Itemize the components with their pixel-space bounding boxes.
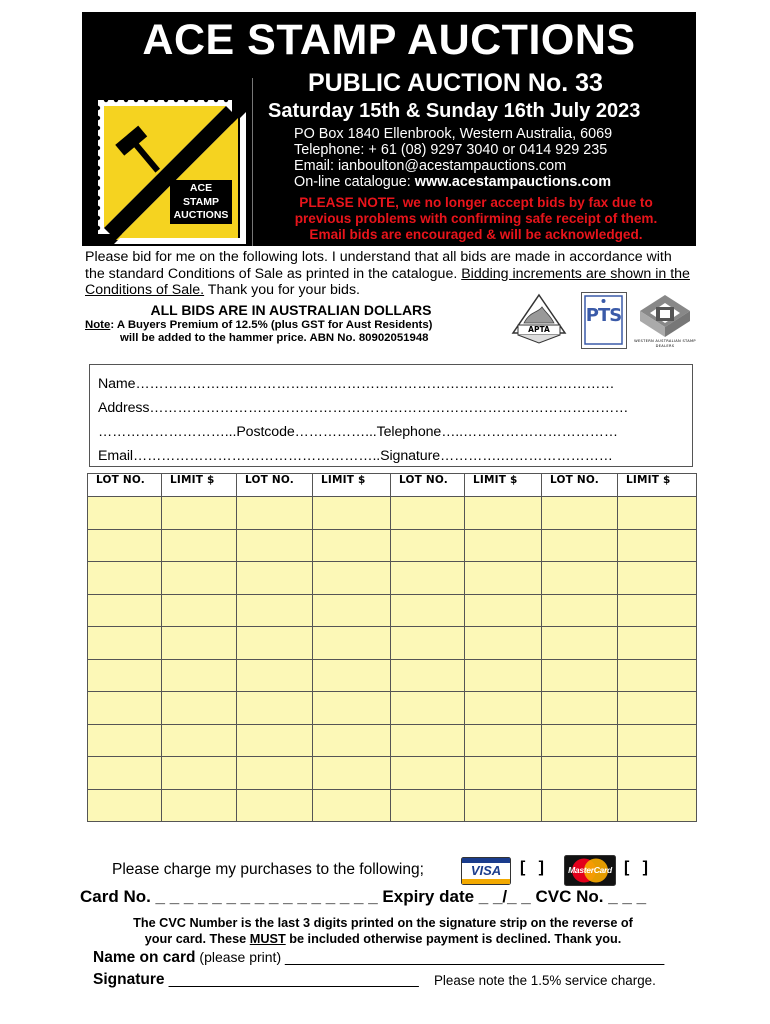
limit-cell[interactable] bbox=[313, 497, 391, 530]
lot-no-cell[interactable] bbox=[237, 692, 313, 725]
bidder-details-box bbox=[89, 364, 693, 467]
limit-cell[interactable] bbox=[465, 497, 542, 530]
table-row bbox=[88, 529, 697, 562]
visa-label: VISA bbox=[470, 863, 502, 878]
limit-cell[interactable] bbox=[465, 724, 542, 757]
lot-no-cell[interactable] bbox=[88, 627, 162, 660]
lot-no-cell[interactable] bbox=[237, 757, 313, 790]
instructions-text: Please bid for me on the following lots. I understand that all bids are made in accordance with the standard Conditions of Sale as printed in the catalogue. bbox=[85, 249, 672, 282]
lot-no-cell[interactable] bbox=[391, 789, 465, 822]
table-row bbox=[88, 627, 697, 660]
postcode-telephone-field[interactable]: ………………………...Postcode……………...Telephone…..…………………………… bbox=[98, 424, 618, 440]
wa-dealers-label: WESTERN AUSTRALIAN STAMP DEALERS bbox=[634, 339, 696, 348]
lot-no-cell[interactable] bbox=[88, 789, 162, 822]
limit-cell[interactable] bbox=[618, 659, 697, 692]
catalogue-label: On-line catalogue: bbox=[294, 174, 415, 190]
limit-cell[interactable] bbox=[465, 529, 542, 562]
limit-cell[interactable] bbox=[313, 562, 391, 595]
limit-cell[interactable] bbox=[162, 692, 237, 725]
card-signature-line[interactable] bbox=[93, 970, 419, 990]
lot-no-cell[interactable] bbox=[237, 562, 313, 595]
email-line: Email: ianboulton@acestampauctions.com bbox=[294, 158, 567, 174]
fax-notice-line-2: previous problems with confirming safe receipt of them. bbox=[294, 211, 658, 226]
auction-date: Saturday 15th & Sunday 16th July 2023 bbox=[268, 100, 641, 122]
apta-label: APTA bbox=[528, 325, 550, 334]
bid-table-body bbox=[88, 497, 697, 822]
visa-card[interactable] bbox=[461, 857, 511, 885]
bidding-increments-note: Bidding increments are shown in the Conditions of Sale. bbox=[85, 265, 690, 298]
header-divider bbox=[252, 78, 253, 246]
limit-cell[interactable] bbox=[465, 594, 542, 627]
currency-heading: ALL BIDS ARE IN AUSTRALIAN DOLLARS bbox=[150, 302, 432, 318]
limit-cell[interactable] bbox=[162, 497, 237, 530]
limit-cell[interactable] bbox=[618, 789, 697, 822]
lot-no-cell[interactable] bbox=[542, 692, 618, 725]
header-limit-4: LIMIT $ bbox=[618, 474, 697, 497]
lot-no-cell[interactable] bbox=[391, 529, 465, 562]
limit-cell[interactable] bbox=[618, 724, 697, 757]
limit-cell[interactable] bbox=[162, 724, 237, 757]
limit-cell[interactable] bbox=[162, 659, 237, 692]
lot-no-cell[interactable] bbox=[391, 692, 465, 725]
fax-notice-line-1: PLEASE NOTE, we no longer accept bids by fax due to bbox=[299, 195, 653, 210]
name-on-card-hint: (please print) bbox=[195, 949, 285, 965]
email-signature-field[interactable]: Email……………………………………………..Signature………….…………………… bbox=[98, 448, 613, 464]
lot-no-cell[interactable] bbox=[237, 659, 313, 692]
lot-no-cell[interactable] bbox=[88, 724, 162, 757]
cvc-note-line-1: The CVC Number is the last 3 digits printed on the signature strip on the reverse of bbox=[133, 916, 633, 930]
table-row bbox=[88, 692, 697, 725]
header-lot-no-1: LOT NO. bbox=[88, 474, 162, 497]
lot-no-cell[interactable] bbox=[391, 627, 465, 660]
limit-cell[interactable] bbox=[162, 594, 237, 627]
service-charge-note: Please note the 1.5% service charge. bbox=[434, 973, 656, 988]
catalogue-line bbox=[294, 174, 611, 190]
wa-dealers-logo bbox=[636, 293, 694, 349]
limit-cell[interactable] bbox=[465, 692, 542, 725]
lot-no-cell[interactable] bbox=[237, 627, 313, 660]
instructions-thanks: Thank you for your bids. bbox=[204, 282, 360, 298]
lot-no-cell[interactable] bbox=[391, 497, 465, 530]
auction-number: PUBLIC AUCTION No. 33 bbox=[308, 69, 603, 97]
header-lot-no-2: LOT NO. bbox=[237, 474, 313, 497]
limit-cell[interactable] bbox=[465, 789, 542, 822]
catalogue-url[interactable]: www.acestampauctions.com bbox=[414, 174, 611, 190]
limit-cell[interactable] bbox=[618, 594, 697, 627]
limit-cell[interactable] bbox=[162, 789, 237, 822]
limit-cell[interactable] bbox=[162, 757, 237, 790]
cvc-note-must: MUST bbox=[249, 931, 286, 946]
limit-cell[interactable] bbox=[465, 659, 542, 692]
note-label: Note bbox=[85, 319, 111, 331]
table-row bbox=[88, 594, 697, 627]
lot-no-cell[interactable] bbox=[542, 757, 618, 790]
limit-cell[interactable] bbox=[162, 529, 237, 562]
limit-cell[interactable] bbox=[162, 627, 237, 660]
table-row bbox=[88, 757, 697, 790]
header-limit-2: LIMIT $ bbox=[313, 474, 391, 497]
company-title: ACE STAMP AUCTIONS bbox=[142, 16, 636, 64]
lot-no-cell[interactable] bbox=[391, 659, 465, 692]
limit-cell[interactable] bbox=[313, 659, 391, 692]
fax-notice-line-3: Email bids are encouraged & will be acknowledged. bbox=[309, 227, 643, 242]
lot-no-cell[interactable] bbox=[542, 789, 618, 822]
signature-label: Signature bbox=[93, 971, 165, 988]
header-limit-3: LIMIT $ bbox=[465, 474, 542, 497]
header-lot-no-4: LOT NO. bbox=[542, 474, 618, 497]
logo-text-ace: ACE bbox=[189, 182, 213, 194]
limit-cell[interactable] bbox=[618, 529, 697, 562]
signature-blank[interactable]: _____________________________ bbox=[164, 971, 419, 988]
name-on-card-label: Name on card bbox=[93, 949, 196, 966]
apta-logo-icon bbox=[510, 293, 568, 345]
lot-no-cell[interactable] bbox=[542, 529, 618, 562]
table-row bbox=[88, 562, 697, 595]
lot-no-cell[interactable] bbox=[88, 757, 162, 790]
lot-no-cell[interactable] bbox=[542, 562, 618, 595]
lot-no-cell[interactable] bbox=[237, 529, 313, 562]
lot-no-cell[interactable] bbox=[391, 724, 465, 757]
lot-no-cell[interactable] bbox=[391, 594, 465, 627]
table-row bbox=[88, 659, 697, 692]
limit-cell[interactable] bbox=[465, 627, 542, 660]
limit-cell[interactable] bbox=[313, 724, 391, 757]
limit-cell[interactable] bbox=[313, 594, 391, 627]
limit-cell[interactable] bbox=[465, 562, 542, 595]
logo-text bbox=[170, 182, 232, 223]
limit-cell[interactable] bbox=[618, 627, 697, 660]
cvc-note-line-2 bbox=[80, 932, 686, 948]
limit-cell[interactable] bbox=[618, 497, 697, 530]
lot-no-cell[interactable] bbox=[88, 562, 162, 595]
telephone-line: Telephone: + 61 (08) 9297 3040 or 0414 929 235 bbox=[294, 142, 608, 158]
mastercard-card[interactable] bbox=[564, 855, 616, 886]
lot-no-cell[interactable] bbox=[542, 594, 618, 627]
apta-logo bbox=[510, 293, 568, 345]
logo-text-stamp: STAMP bbox=[183, 195, 219, 208]
cvc-note-tail: be included otherwise payment is declined. Thank you. bbox=[285, 931, 622, 946]
lot-no-cell[interactable] bbox=[237, 724, 313, 757]
table-header-row bbox=[88, 474, 697, 497]
lot-no-cell[interactable] bbox=[88, 497, 162, 530]
pts-label: PTS bbox=[585, 305, 622, 326]
lot-no-cell[interactable] bbox=[391, 757, 465, 790]
table-row bbox=[88, 789, 697, 822]
lot-no-cell[interactable] bbox=[237, 497, 313, 530]
limit-cell[interactable] bbox=[313, 692, 391, 725]
lot-no-cell[interactable] bbox=[88, 659, 162, 692]
premium-note-line-1 bbox=[85, 319, 505, 332]
cvc-note-text: your card. These bbox=[144, 931, 250, 946]
mastercard-label: MasterCard bbox=[568, 865, 612, 875]
limit-cell[interactable] bbox=[313, 789, 391, 822]
note-text: : A Buyers Premium of 12.5% (plus GST for Aust Residents) bbox=[110, 319, 433, 331]
table-row bbox=[88, 724, 697, 757]
lot-no-cell[interactable] bbox=[542, 659, 618, 692]
lot-no-cell[interactable] bbox=[237, 789, 313, 822]
header-lot-no-3: LOT NO. bbox=[391, 474, 465, 497]
lot-no-cell[interactable] bbox=[542, 497, 618, 530]
address-field[interactable]: Address………………………………………………………………………………………… bbox=[98, 400, 629, 416]
wa-dealers-logo-icon bbox=[636, 293, 694, 339]
limit-cell[interactable] bbox=[162, 562, 237, 595]
lot-no-cell[interactable] bbox=[88, 594, 162, 627]
lot-no-cell[interactable] bbox=[237, 594, 313, 627]
charge-instruction: Please charge my purchases to the following; bbox=[112, 861, 424, 878]
limit-cell[interactable] bbox=[618, 757, 697, 790]
header-banner bbox=[82, 12, 696, 246]
table-row bbox=[88, 497, 697, 530]
lot-no-cell[interactable] bbox=[542, 627, 618, 660]
logo-text-auctions: AUCTIONS bbox=[173, 209, 229, 221]
visa-checkbox[interactable]: [ ] bbox=[520, 859, 544, 876]
limit-cell[interactable] bbox=[465, 757, 542, 790]
premium-note-line-2: will be added to the hammer price. ABN No. 80902051948 bbox=[120, 332, 429, 344]
limit-cell[interactable] bbox=[618, 692, 697, 725]
bid-table bbox=[87, 473, 697, 822]
header-limit-1: LIMIT $ bbox=[162, 474, 237, 497]
lot-no-cell[interactable] bbox=[542, 724, 618, 757]
cvc-note bbox=[80, 916, 686, 947]
limit-cell[interactable] bbox=[313, 627, 391, 660]
pts-logo bbox=[581, 292, 627, 349]
lot-no-cell[interactable] bbox=[88, 529, 162, 562]
name-field[interactable]: Name………………………………………………………………………………………… bbox=[98, 376, 615, 392]
name-on-card-blank[interactable]: ____________________________________________ bbox=[285, 949, 665, 966]
limit-cell[interactable] bbox=[618, 562, 697, 595]
card-details-line[interactable]: Card No. _ _ _ _ _ _ _ _ _ _ _ _ _ _ _ _ Expiry date _ _/_ _ CVC No. _ _ _ bbox=[80, 887, 647, 906]
limit-cell[interactable] bbox=[313, 529, 391, 562]
postal-address: PO Box 1840 Ellenbrook, Western Australia, 6069 bbox=[294, 126, 613, 142]
lot-no-cell[interactable] bbox=[88, 692, 162, 725]
mastercard-checkbox[interactable]: [ ] bbox=[624, 859, 648, 876]
name-on-card-line[interactable] bbox=[93, 947, 664, 968]
limit-cell[interactable] bbox=[313, 757, 391, 790]
ace-logo bbox=[96, 98, 252, 244]
lot-no-cell[interactable] bbox=[391, 562, 465, 595]
